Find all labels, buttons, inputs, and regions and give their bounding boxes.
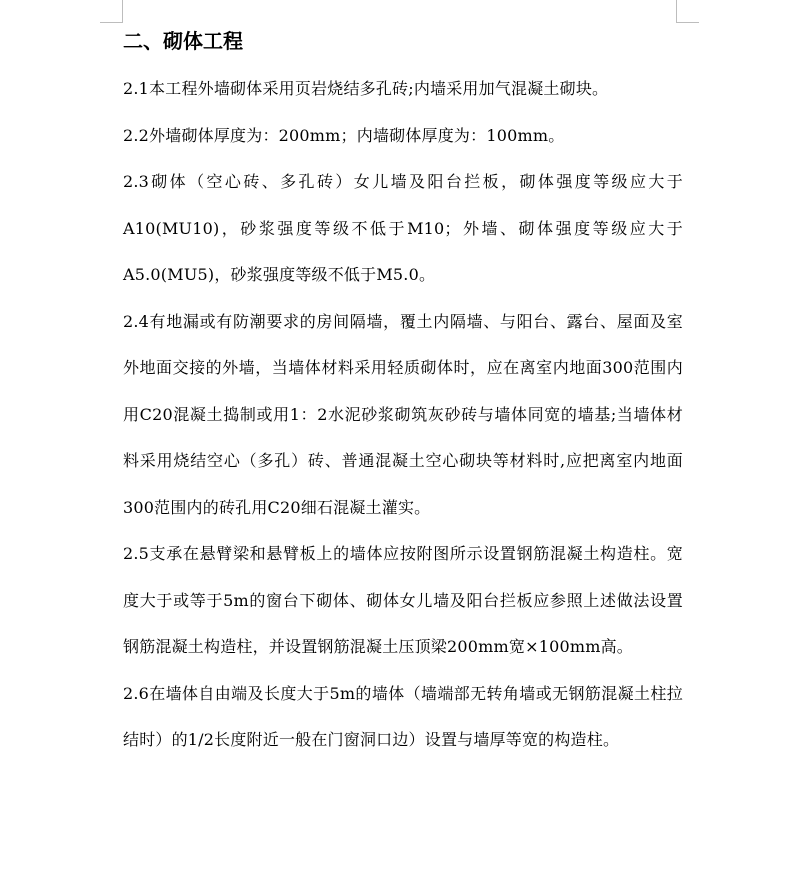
paragraph-2-2: 2.2外墙砌体厚度为：200mm；内墙砌体厚度为：100mm。 xyxy=(123,125,565,145)
document-body xyxy=(123,22,683,764)
section-heading: 二、砌体工程 xyxy=(123,29,243,53)
paragraph-2-1: 2.1本工程外墙砌体采用页岩烧结多孔砖;内墙采用加气混凝土砌块。 xyxy=(123,79,609,98)
paragraph-2-3: 2.3砌体（空心砖、多孔砖）女儿墙及阳台拦板，砌体强度等级应大于A10(MU10)，砂浆强度等级不低于M10；外墙、砌体强度等级应大于A5.0(MU5)，砂浆强度等级不低于M5.0。 xyxy=(123,172,683,284)
page-corner-mark-right xyxy=(676,0,699,23)
paragraph-2-4: 2.4有地漏或有防潮要求的房间隔墙，覆土内隔墙、与阳台、露台、屋面及室外地面交接的外墙，当墙体材料采用轻质砌体时，应在离室内地面300范围内用C20混凝土捣制或用1：2水泥砂浆砌筑灰砂砖与墙体同宽的墙基;当墙体材料采用烧结空心（多孔）砖、普通混凝土空心砌块等材料时,应把离室内地面300范围内的砖孔用C20细石混凝土灌实。 xyxy=(123,311,683,517)
page-corner-mark-left xyxy=(100,0,123,23)
paragraph-2-6: 2.6在墙体自由端及长度大于5m的墙体（墙端部无转角墙或无钢筋混凝土柱拉结时）的1/2长度附近一般在门窗洞口边）设置与墙厚等宽的构造柱。 xyxy=(123,683,683,749)
paragraph-2-5: 2.5支承在悬臂梁和悬臂板上的墙体应按附图所示设置钢筋混凝土构造柱。宽度大于或等于5m的窗台下砌体、砌体女儿墙及阳台拦板应参照上述做法设置钢筋混凝土构造柱，并设置钢筋混凝土压顶梁200mm宽×100mm高。 xyxy=(123,544,683,656)
